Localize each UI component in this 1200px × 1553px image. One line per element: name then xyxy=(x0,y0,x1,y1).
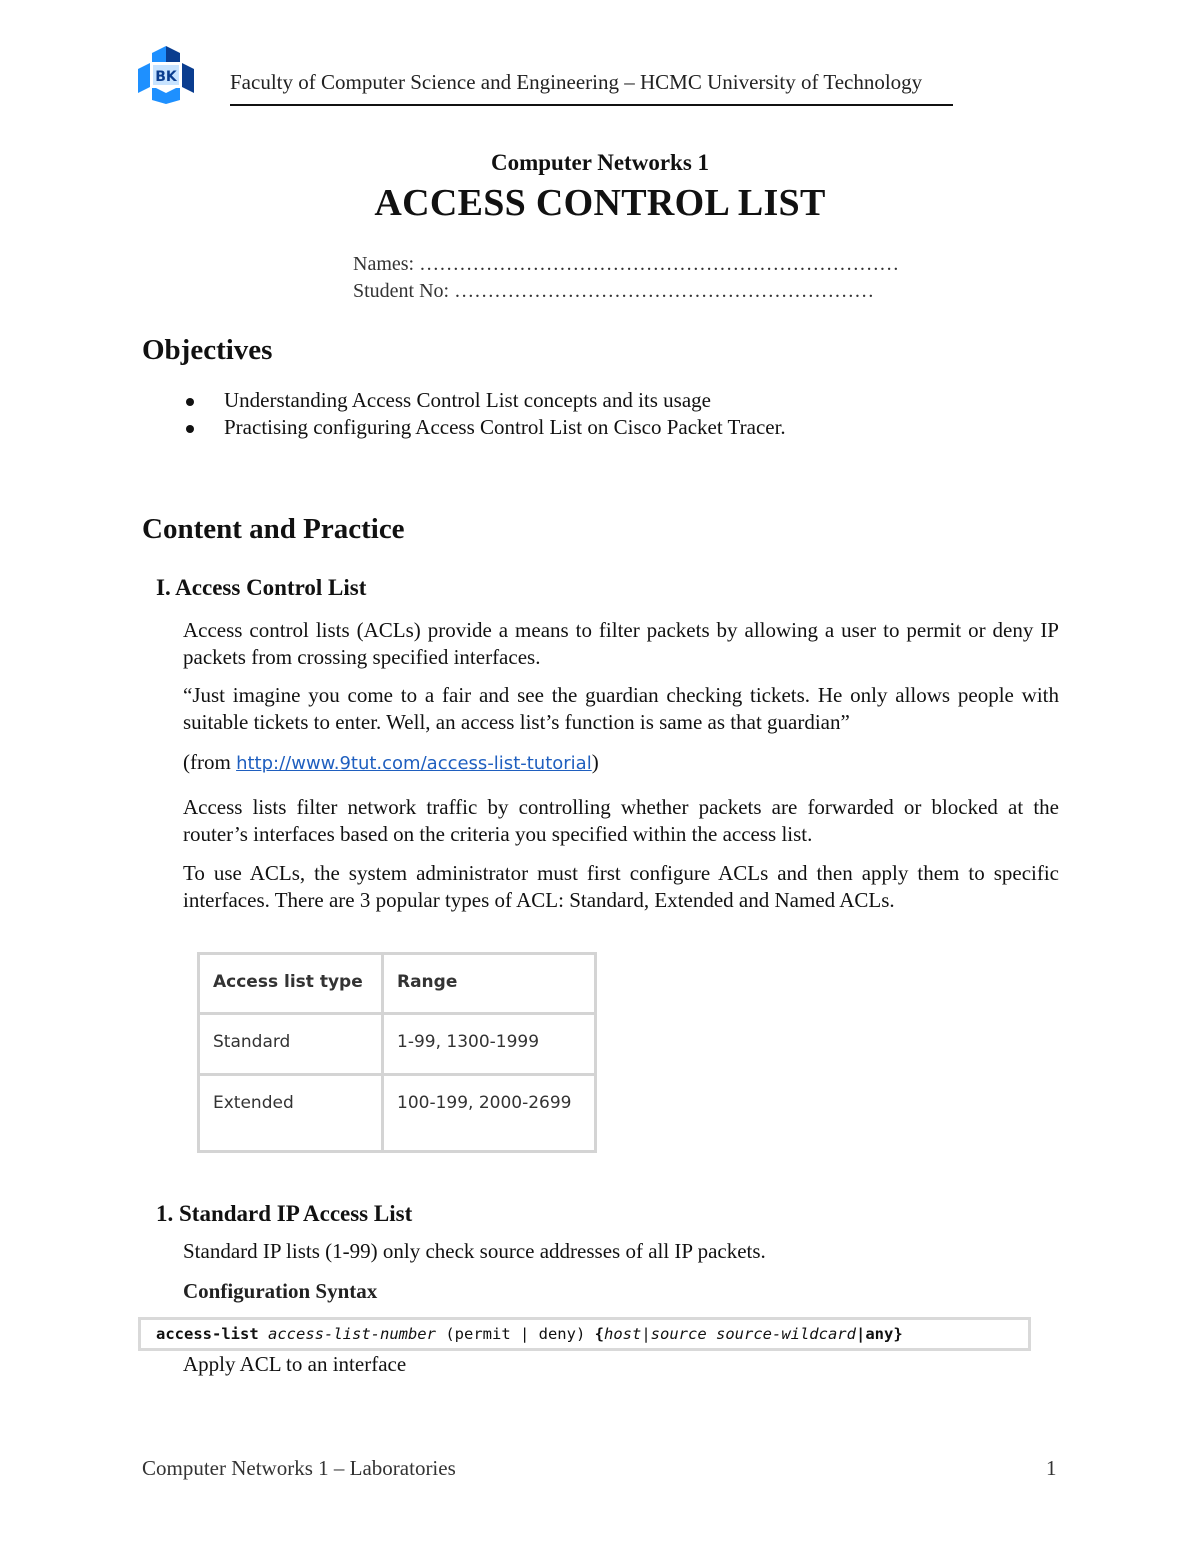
acl-types-paragraph: To use ACLs, the system administrator must first configure ACLs and then apply them to specific interfaces. There are 3 popular types of ACL: Standard, Extended and Named ACLs. xyxy=(183,861,1059,912)
standard-description: Standard IP lists (1-99) only check source addresses of all IP packets. xyxy=(183,1239,766,1263)
names-field: Names: ……………………………………………………………… xyxy=(353,253,900,275)
institution-name: Faculty of Computer Science and Engineering – HCMC University of Technology xyxy=(230,70,923,94)
page-number: 1 xyxy=(1046,1456,1057,1480)
syntax-source: source source-wildcard xyxy=(650,1325,856,1343)
table-row xyxy=(199,1014,596,1075)
citation-suffix: ) xyxy=(591,750,599,774)
config-syntax-heading: Configuration Syntax xyxy=(183,1279,378,1303)
syntax-brace-open: { xyxy=(594,1325,604,1343)
syntax-host: host xyxy=(604,1325,642,1343)
quote-paragraph: “Just imagine you come to a fair and see the guardian checking tickets. He only allows people with suitable tickets to enter. Well, an access list’s function is same as that guardian” xyxy=(183,683,1059,734)
syntax-pipe: | xyxy=(641,1325,651,1343)
university-logo xyxy=(136,42,204,104)
header-divider xyxy=(230,104,953,106)
content-heading: Content and Practice xyxy=(142,513,405,545)
objectives-heading: Objectives xyxy=(142,334,273,366)
bullet-icon xyxy=(186,425,194,433)
apply-acl-text: Apply ACL to an interface xyxy=(183,1352,407,1376)
acl-range-table xyxy=(197,952,597,1153)
table-cell: Extended xyxy=(199,1075,383,1152)
logo-text: BK xyxy=(155,69,177,85)
syntax-any: any xyxy=(865,1325,894,1343)
table-row xyxy=(199,1075,596,1152)
bullet-icon xyxy=(186,398,194,406)
acl-definition-paragraph: Access control lists (ACLs) provide a means to filter packets by allowing a user to permit or deny IP packets from crossing specified interfaces. xyxy=(183,618,1059,669)
syntax-brace-close: } xyxy=(893,1325,903,1343)
objective-text: Practising configuring Access Control List on Cisco Packet Tracer. xyxy=(224,415,786,439)
table-header-cell: Access list type xyxy=(199,954,383,1014)
table-header-row xyxy=(199,954,596,1014)
table-cell: Standard xyxy=(199,1014,383,1075)
syntax-command: access-list xyxy=(156,1325,259,1343)
course-title: Computer Networks 1 xyxy=(490,150,710,175)
source-link[interactable]: http://www.9tut.com/access-list-tutorial xyxy=(236,753,592,774)
syntax-code-box xyxy=(138,1317,1031,1351)
citation-prefix: (from xyxy=(183,750,237,774)
section-heading: I. Access Control List xyxy=(156,575,367,600)
objective-text: Understanding Access Control List concepts and its usage xyxy=(224,388,711,412)
document-title: ACCESS CONTROL LIST xyxy=(374,182,826,224)
table-cell: 100-199, 2000-2699 xyxy=(383,1075,596,1152)
syntax-number: access-list-number xyxy=(268,1325,436,1343)
footer-title: Computer Networks 1 – Laboratories xyxy=(142,1456,456,1480)
syntax-pipe-bold: | xyxy=(855,1325,866,1343)
table-header-cell: Range xyxy=(383,954,596,1014)
syntax-action: (permit | deny) xyxy=(445,1325,586,1343)
table-cell: 1-99, 1300-1999 xyxy=(383,1014,596,1075)
source-citation xyxy=(183,749,1059,777)
student-no-field: Student No: ……………………………………………………… xyxy=(353,280,875,302)
filter-paragraph: Access lists filter network traffic by controlling whether packets are forwarded or blocked at the router’s interfaces based on the criteria you specified within the access list. xyxy=(183,795,1059,846)
subsection-heading: 1. Standard IP Access List xyxy=(156,1201,413,1226)
